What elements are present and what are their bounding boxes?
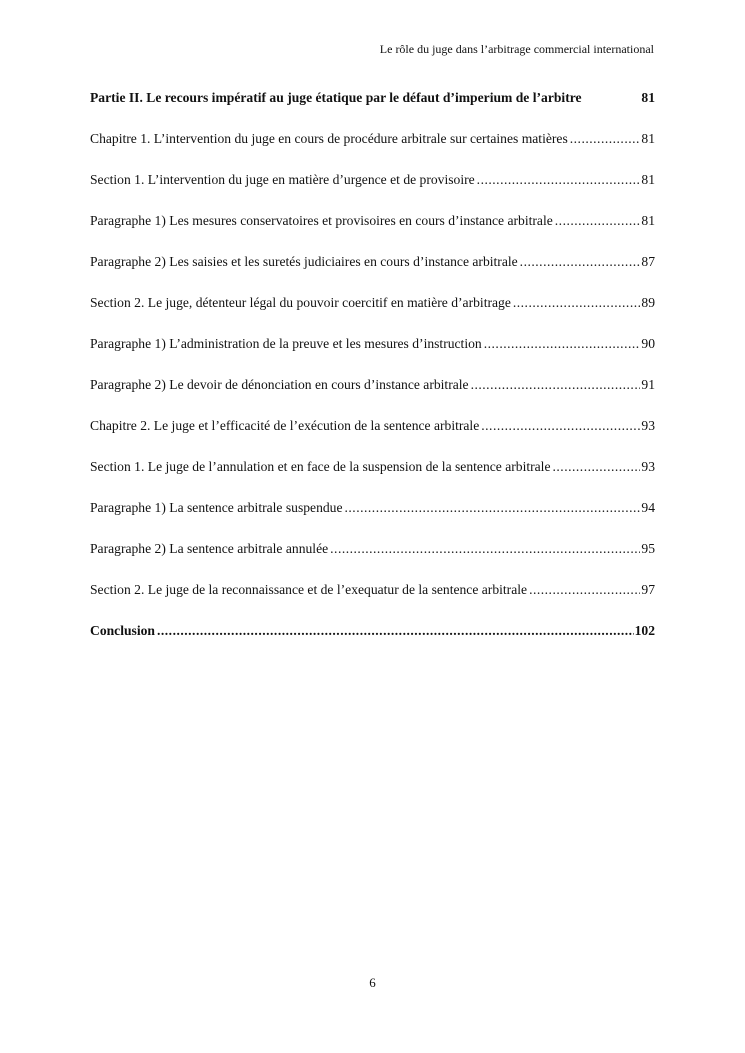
toc-entry xyxy=(90,211,655,252)
toc-entry xyxy=(90,170,655,211)
toc-dot-leader xyxy=(513,293,641,313)
toc-entry-page: 93 xyxy=(641,418,655,433)
toc-entry xyxy=(90,129,655,170)
table-of-contents xyxy=(90,88,655,662)
toc-entry xyxy=(90,416,655,457)
toc-entry-page: 81 xyxy=(641,131,655,146)
toc-dot-leader xyxy=(477,170,641,190)
toc-entry xyxy=(90,88,655,129)
toc-dot-leader xyxy=(330,539,640,559)
toc-entry xyxy=(90,539,655,580)
toc-entry-title: Paragraphe 1) Les mesures conservatoires et provisoires en cours d’instance arbitrale xyxy=(90,213,553,228)
toc-dot-leader xyxy=(345,498,641,518)
toc-dot-leader xyxy=(157,621,634,641)
toc-entry-page: 89 xyxy=(641,295,655,310)
toc-entry-page: 90 xyxy=(641,336,655,351)
toc-entry-page: 102 xyxy=(634,623,655,638)
page-number: 6 xyxy=(369,975,376,990)
toc-entry-page: 81 xyxy=(641,213,655,228)
toc-entry-title: Section 1. L’intervention du juge en matière d’urgence et de provisoire xyxy=(90,172,475,187)
toc-entry xyxy=(90,334,655,375)
toc-dot-leader xyxy=(520,252,641,272)
toc-entry-title: Paragraphe 2) Les saisies et les suretés judiciaires en cours d’instance arbitrale xyxy=(90,254,518,269)
running-header: Le rôle du juge dans l’arbitrage commercial international xyxy=(379,42,654,56)
toc-entry-page: 93 xyxy=(641,459,655,474)
toc-dot-leader xyxy=(481,416,640,436)
toc-entry xyxy=(90,375,655,416)
toc-entry-title: Paragraphe 1) La sentence arbitrale suspendue xyxy=(90,500,343,515)
toc-entry-page: 95 xyxy=(641,541,655,556)
toc-entry-title: Conclusion xyxy=(90,623,155,638)
toc-entry-title: Section 2. Le juge de la reconnaissance et de l’exequatur de la sentence arbitrale xyxy=(90,582,528,597)
toc-entry-title: Paragraphe 2) Le devoir de dénonciation en cours d’instance arbitrale xyxy=(90,377,469,392)
toc-entry xyxy=(90,252,655,293)
toc-dot-leader xyxy=(529,580,640,600)
toc-entry-page: 81 xyxy=(641,90,655,105)
toc-entry-title: Chapitre 1. L’intervention du juge en cours de procédure arbitrale sur certaines matières xyxy=(90,131,568,146)
toc-entry-page: 91 xyxy=(641,377,655,392)
toc-dot-leader xyxy=(471,375,641,395)
toc-entry-page: 94 xyxy=(641,500,655,515)
toc-entry-page: 97 xyxy=(641,582,655,597)
toc-entry xyxy=(90,621,655,662)
toc-entry-title: Paragraphe 1) L’administration de la preuve et les mesures d’instruction xyxy=(90,336,482,351)
toc-entry-title: Paragraphe 2) La sentence arbitrale annulée xyxy=(90,541,329,556)
toc-entry-title: Chapitre 2. Le juge et l’efficacité de l’exécution de la sentence arbitrale xyxy=(90,418,480,433)
toc-dot-leader xyxy=(570,129,641,149)
toc-entry-page: 81 xyxy=(641,172,655,187)
toc-dot-leader xyxy=(484,334,641,354)
toc-dot-leader xyxy=(555,211,641,231)
toc-entry-title: Section 1. Le juge de l’annulation et en face de la suspension de la sentence arbitrale xyxy=(90,459,551,474)
toc-entry-title: Partie II. Le recours impératif au juge étatique par le défaut d’imperium de l’arbitre xyxy=(90,90,582,105)
toc-entry-page: 87 xyxy=(641,254,655,269)
toc-dot-leader xyxy=(553,457,641,477)
toc-entry xyxy=(90,457,655,498)
toc-entry-title: Section 2. Le juge, détenteur légal du pouvoir coercitif en matière d’arbitrage xyxy=(90,295,511,310)
toc-entry xyxy=(90,293,655,334)
toc-entry xyxy=(90,580,655,621)
toc-entry xyxy=(90,498,655,539)
